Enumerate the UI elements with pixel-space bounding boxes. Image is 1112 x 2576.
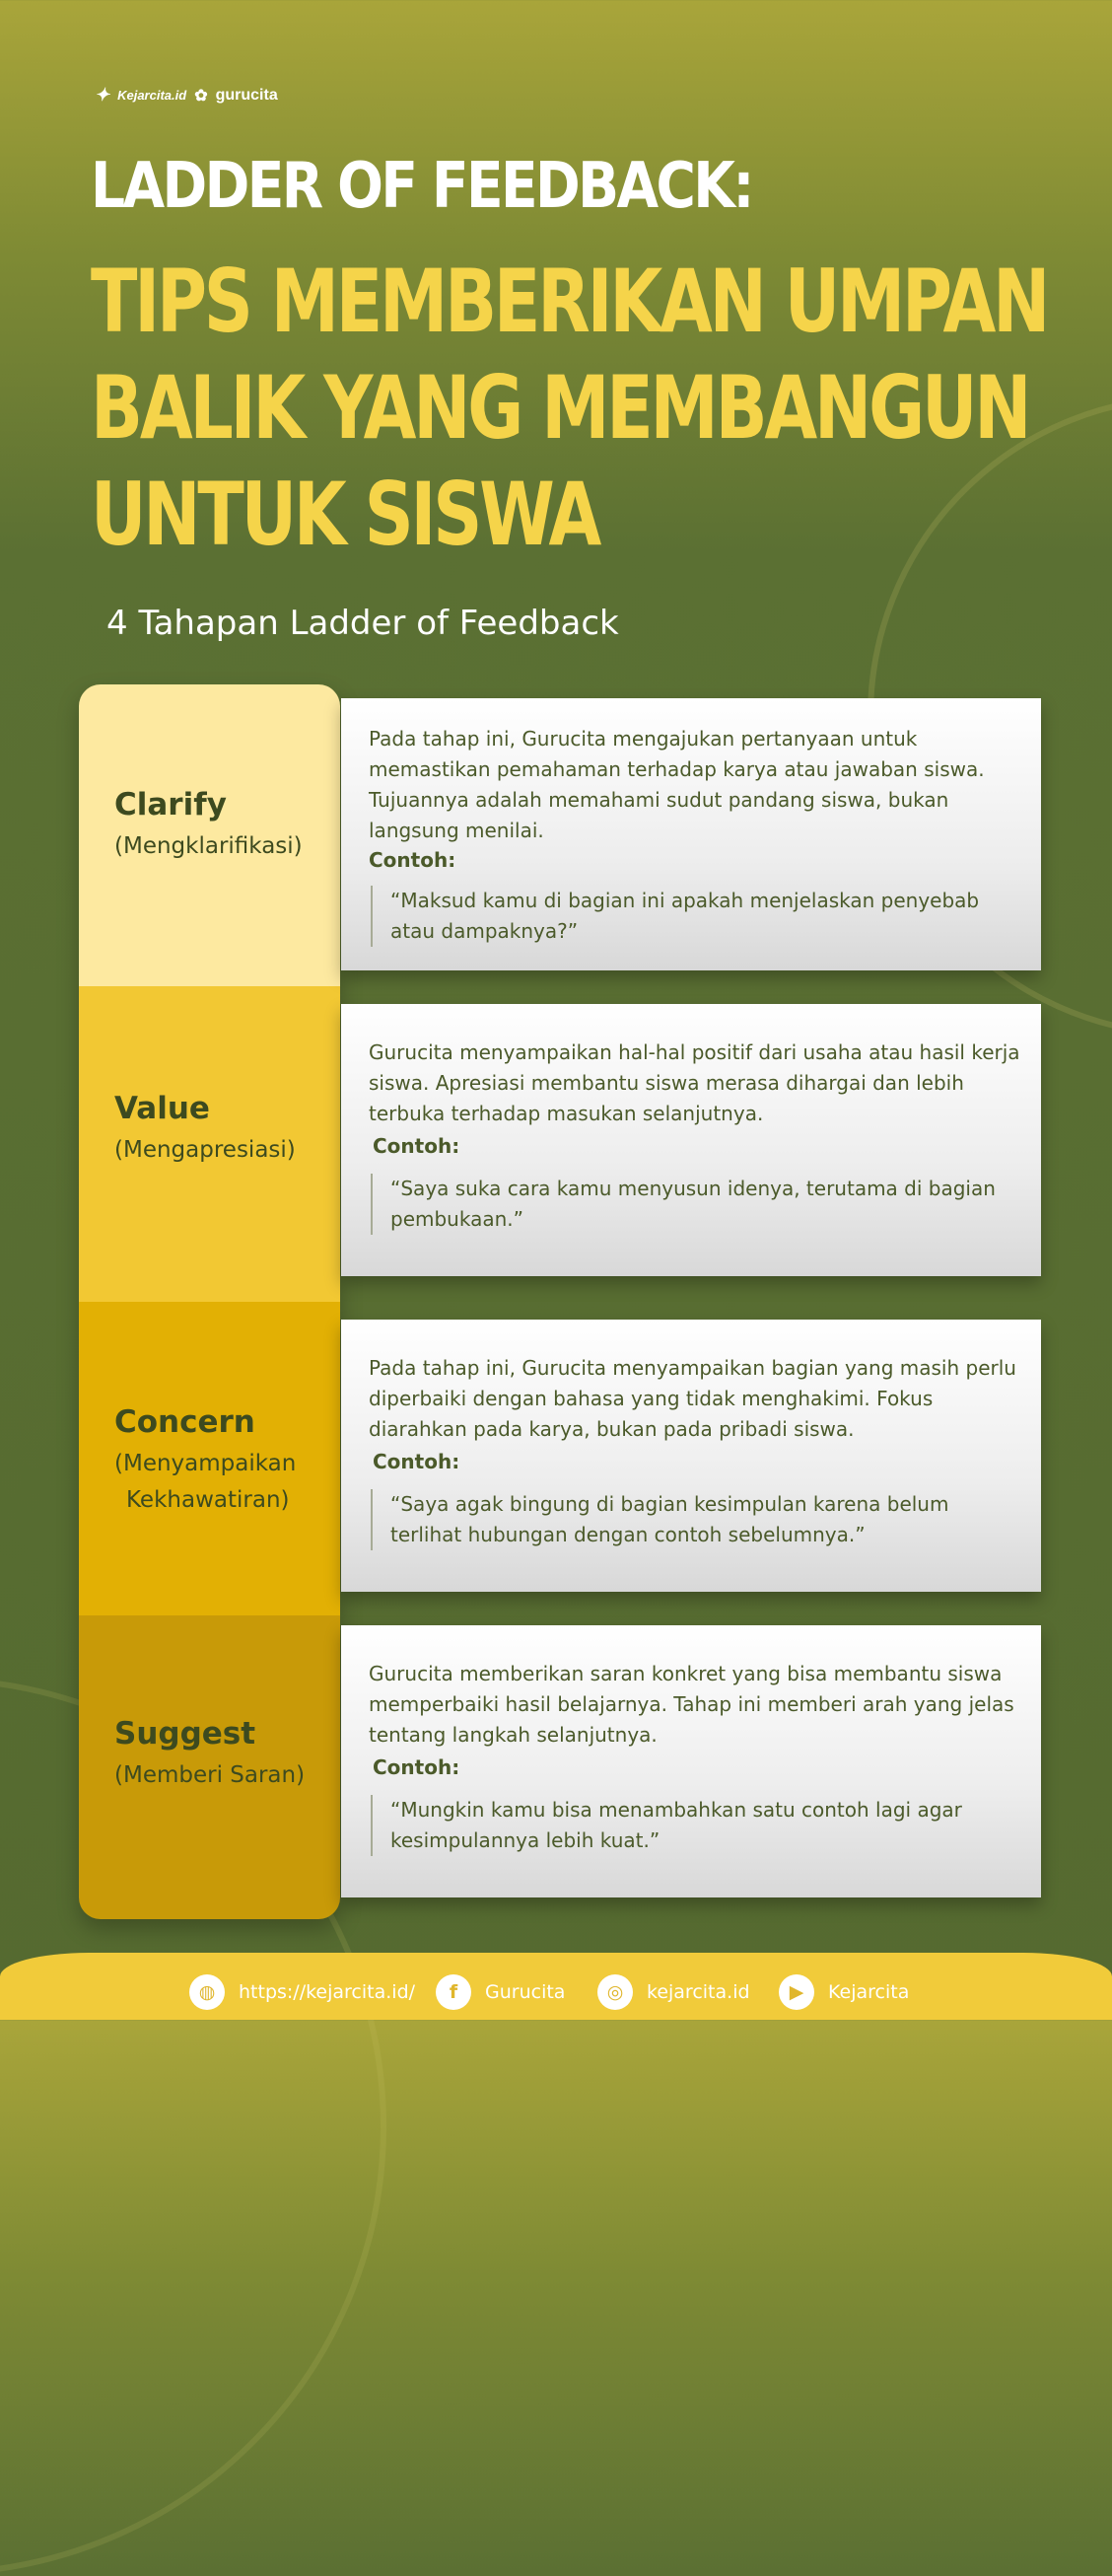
step-name: Clarify [114, 787, 227, 823]
page-title: LADDER OF FEEDBACK: [91, 150, 752, 223]
example-quote: “Mungkin kamu bisa menambahkan satu contoh lagi agar kesimpulannya lebih kuat.” [371, 1795, 1021, 1856]
ladder-step-suggest [79, 1615, 340, 1919]
headline-line: UNTUK SISWA [91, 464, 599, 565]
card-suggest [341, 1625, 1041, 1897]
facebook-icon: f [436, 1974, 471, 2010]
example-quote: “Maksud kamu di bagian ini apakah menjelaskan penyebab atau dampaknya?” [371, 886, 1021, 947]
footer-website[interactable] [189, 1974, 415, 2010]
ladder-step-clarify [79, 684, 340, 986]
step-subtitle: (Memberi Saran) [114, 1762, 306, 1788]
instagram-icon: ◎ [597, 1974, 633, 2010]
example-quote: “Saya suka cara kamu menyusun idenya, terutama di bagian pembukaan.” [371, 1174, 1021, 1235]
footer-facebook[interactable] [436, 1974, 565, 2010]
ladder-step-concern [79, 1302, 340, 1615]
step-subtitle: Kekhawatiran) [126, 1487, 290, 1513]
card-description: Gurucita memberikan saran konkret yang bisa membantu siswa memperbaiki hasil belajarnya. Tahap ini memberi arah yang jelas tentang langkah selanjutnya. [369, 1662, 1014, 1747]
step-subtitle: (Mengapresiasi) [114, 1137, 296, 1163]
step-name: Value [114, 1091, 210, 1126]
step-subtitle: (Mengklarifikasi) [114, 833, 303, 859]
website-link[interactable]: https://kejarcita.id/ [239, 1981, 416, 2003]
card-description: Pada tahap ini, Gurucita mengajukan pertanyaan untuk memastikan pemahaman terhadap karya atau jawaban siswa. Tujuannya adalah memahami sudut pandang siswa, bukan langsung menilai. [369, 727, 985, 842]
footer-youtube[interactable] [779, 1974, 909, 2010]
card-clarify [341, 698, 1041, 970]
feedback-ladder [79, 684, 340, 1919]
step-subtitle: (Menyampaikan [114, 1451, 297, 1476]
headline-line: TIPS MEMBERIKAN UMPAN [91, 250, 1048, 352]
page-headline [91, 249, 1048, 568]
card-concern [341, 1320, 1041, 1592]
example-label: Contoh: [373, 1755, 460, 1779]
brand-logos [95, 85, 278, 106]
footer-bar [0, 1953, 1112, 2020]
gurucita-logo-icon: ✿ [194, 87, 208, 105]
globe-icon: ◍ [189, 1974, 225, 2010]
gurucita-logo: gurucita [215, 86, 278, 104]
example-label: Contoh: [369, 848, 456, 872]
footer-instagram[interactable] [597, 1974, 750, 2010]
youtube-link[interactable]: Kejarcita [828, 1981, 910, 2003]
ladder-step-value [79, 986, 340, 1302]
example-label: Contoh: [373, 1450, 460, 1473]
example-quote: “Saya agak bingung di bagian kesimpulan karena belum terlihat hubungan dengan contoh sebelumnya.” [371, 1489, 1021, 1550]
headline-line: BALIK YANG MEMBANGUN [91, 357, 1029, 459]
section-subtitle: 4 Tahapan Ladder of Feedback [106, 604, 619, 643]
card-description: Pada tahap ini, Gurucita menyampaikan bagian yang masih perlu diperbaiki dengan bahasa yang tidak menghakimi. Fokus diarahkan pada karya, bukan pada pribadi siswa. [369, 1356, 1016, 1441]
example-label: Contoh: [373, 1134, 460, 1158]
card-description: Gurucita menyampaikan hal-hal positif dari usaha atau hasil kerja siswa. Apresiasi membantu siswa merasa dihargai dan lebih terbuka terhadap masukan selanjutnya. [369, 1040, 1020, 1125]
step-name: Suggest [114, 1716, 256, 1752]
instagram-link[interactable]: kejarcita.id [647, 1981, 750, 2003]
facebook-link[interactable]: Gurucita [485, 1981, 566, 2003]
kejarcita-logo-icon: ✦ [95, 85, 110, 105]
youtube-icon: ▶ [779, 1974, 814, 2010]
kejarcita-logo: Kejarcita.id [117, 88, 187, 103]
card-value [341, 1004, 1041, 1276]
step-name: Concern [114, 1404, 255, 1440]
